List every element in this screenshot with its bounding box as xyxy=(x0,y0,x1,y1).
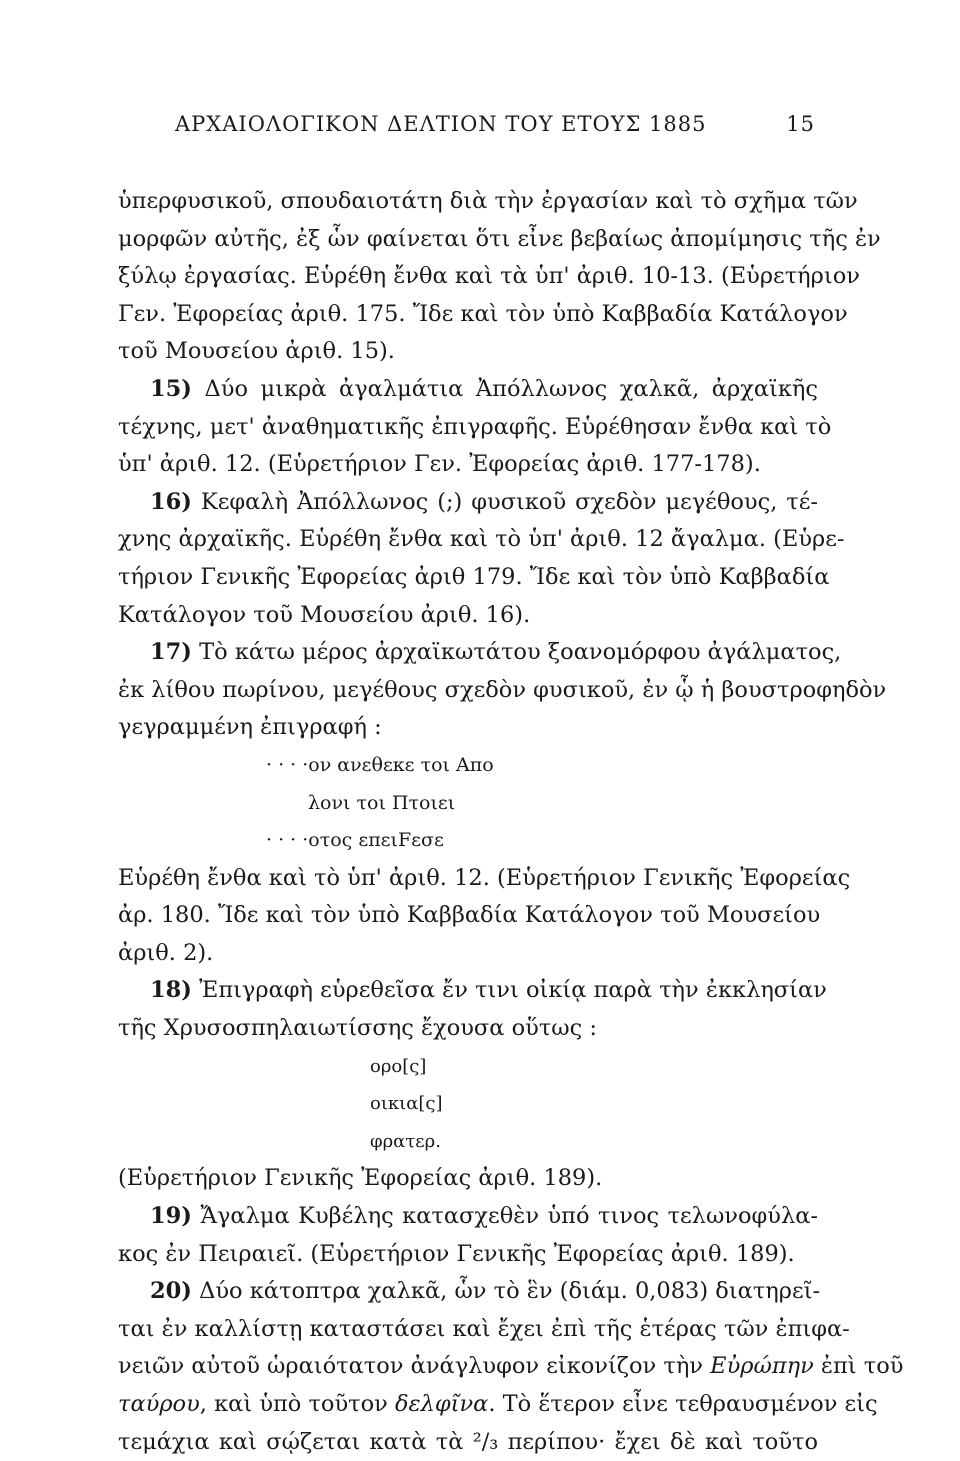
text-line: ἀρ. 180. Ἴδε καὶ τὸν ὑπὸ Καββαδία Κατάλογον τοῦ Μουσείου xyxy=(118,902,821,929)
text-line xyxy=(118,1348,904,1386)
entry-20-first-line xyxy=(118,1273,821,1311)
running-header xyxy=(175,112,815,148)
text-line: μορφῶν αὐτῆς, ἐξ ὧν φαίνεται ὅτι εἶνε βεβαίως ἀπομίμησις τῆς ἐν xyxy=(118,225,881,252)
inscription-line: λονι τοι Πτοιει xyxy=(308,791,456,814)
text-line: ὑπερφυσικοῦ, σπουδαιοτάτη διὰ τὴν ἐργασίαν καὶ τὸ σχῆμα τῶν xyxy=(118,188,858,214)
entry-16-first-line xyxy=(118,484,818,522)
text-line: ἐκ λίθου πωρίνου, μεγέθους σχεδὸν φυσικοῦ, ἐν ᾧ ἡ βουστροφηδὸν xyxy=(118,676,887,703)
entry-text: Δύο κάτοπτρα χαλκᾶ, ὧν τὸ ἓν (διάμ. 0,083) διατηρεῖ- xyxy=(191,1278,821,1305)
text-line: (Εὑρετήριον Γενικῆς Ἐφορείας ἀριθ. 189). xyxy=(118,1165,603,1192)
text-line: τῆς Χρυσοσπηλαιωτίσσης ἔχουσα οὕτως : xyxy=(118,1015,597,1042)
text-line: τέχνης, μετ' ἀναθηματικῆς ἐπιγραφῆς. Εὑρέθησαν ἔνθα καὶ τὸ xyxy=(118,413,832,440)
entry-15-first-line xyxy=(118,371,818,409)
inscription-line: · · · ·ον ανεθεκε τοι Απο xyxy=(266,753,494,776)
entry-19-first-line xyxy=(118,1198,818,1236)
text-line: Γεν. Ἐφορείας ἀριθ. 175. Ἴδε καὶ τὸν ὑπὸ Καββαδία Κατάλογον xyxy=(118,300,848,327)
entry-number: 16) xyxy=(150,488,192,515)
text-line: χνης ἀρχαϊκῆς. Εὑρέθη ἔνθα καὶ τὸ ὑπ' ἀριθ. 12 ἄγαλμα. (Εὑρε- xyxy=(118,526,845,553)
inscription-line: οικια[ς] xyxy=(370,1093,443,1115)
text-line: κος ἐν Πειραιεῖ. (Εὑρετήριον Γενικῆς Ἐφορείας ἀριθ. 189). xyxy=(118,1240,795,1267)
text-line: τήριον Γενικῆς Ἐφορείας ἀριθ 179. Ἴδε καὶ τὸν ὑπὸ Καββαδία xyxy=(118,563,830,590)
text-run: . Τὸ ἕτερον εἶνε τεθραυσμένον εἰς xyxy=(488,1391,878,1417)
entry-number: 15) xyxy=(150,375,192,402)
page-number: 15 xyxy=(786,112,815,136)
inscription-line: ορο[ς] xyxy=(370,1055,427,1077)
text-line: Κατάλογον τοῦ Μουσείου ἀριθ. 16). xyxy=(118,601,531,628)
entry-text: Ἐπιγραφὴ εὑρεθεῖσα ἔν τινι οἰκίᾳ παρὰ τὴν ἐκκλησίαν xyxy=(191,977,827,1004)
entry-number: 18) xyxy=(150,977,192,1004)
inscription-line: · · · ·οτος επειFεσε xyxy=(266,829,444,852)
entry-number: 17) xyxy=(150,639,192,666)
body-text xyxy=(118,183,904,1461)
entry-18-first-line xyxy=(118,972,827,1010)
entry-number: 19) xyxy=(150,1203,192,1230)
text-line: ξύλῳ ἐργασίας. Εὑρέθη ἔνθα καὶ τὰ ὑπ' ἀριθ. 10-13. (Εὑρετήριον xyxy=(118,263,860,290)
entry-17-first-line xyxy=(118,634,842,672)
text-line: Εὑρέθη ἔνθα καὶ τὸ ὑπ' ἀριθ. 12. (Εὑρετήριον Γενικῆς Ἐφορείας xyxy=(118,864,851,891)
entry-text: Ἄγαλμα Κυβέλης κατασχεθὲν ὑπό τινος τελωνοφύλα- xyxy=(191,1203,818,1230)
inscription-line: φρατερ. xyxy=(370,1130,441,1152)
entry-text: Κεφαλὴ Ἀπόλλωνος (;) φυσικοῦ σχεδὸν μεγέθους, τέ- xyxy=(191,488,818,515)
text-line: γεγραμμένη ἐπιγραφή : xyxy=(118,714,382,741)
entry-text: Δύο μικρὰ ἀγαλμάτια Ἀπόλλωνος χαλκᾶ, ἀρχαϊκῆς xyxy=(191,375,818,402)
text-run: ἐπὶ τοῦ xyxy=(813,1353,904,1380)
italic-term: Εὐρώπην xyxy=(710,1353,814,1380)
italic-term: ταύρου xyxy=(118,1391,200,1417)
text-line: ὑπ' ἀριθ. 12. (Εὑρετήριον Γεν. Ἐφορείας ἀριθ. 177-178). xyxy=(118,451,761,478)
text-line: ἀριθ. 2). xyxy=(118,939,214,966)
italic-term: δελφῖνα xyxy=(394,1391,489,1417)
entry-number: 20) xyxy=(150,1278,192,1305)
text-line: ται ἐν καλλίστῃ καταστάσει καὶ ἔχει ἐπὶ τῆς ἑτέρας τῶν ἐπιφα- xyxy=(118,1315,850,1342)
text-line: τοῦ Μουσείου ἀριθ. 15). xyxy=(118,338,395,365)
text-run: , καὶ ὑπὸ τοῦτον xyxy=(199,1391,395,1417)
header-title: ΑΡΧΑΙΟΛΟΓΙΚΟΝ ΔΕΛΤΙΟΝ ΤΟΥ ΕΤΟΥΣ 1885 xyxy=(175,112,707,136)
text-line: τεμάχια καὶ σῴζεται κατὰ τὰ ²/₃ περίπου· ἔχει δὲ καὶ τοῦτο xyxy=(118,1428,818,1455)
text-line xyxy=(118,1386,878,1424)
text-run: νειῶν αὐτοῦ ὡραιότατον ἀνάγλυφον εἰκονίζον τὴν xyxy=(118,1353,711,1380)
entry-text: Τὸ κάτω μέρος ἀρχαϊκωτάτου ξοανομόρφου ἀγάλματος, xyxy=(191,639,842,666)
